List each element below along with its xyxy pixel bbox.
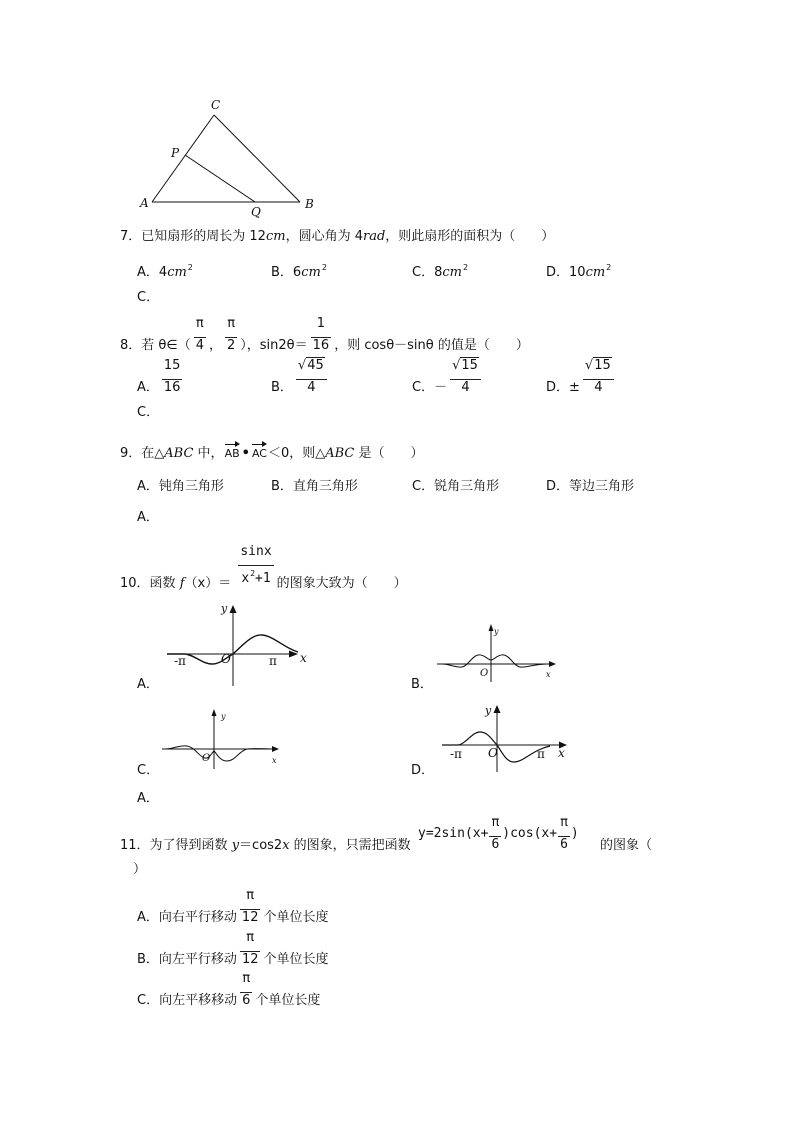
graph-d — [438, 700, 573, 775]
option-label: C． — [412, 265, 435, 280]
variable-y: y — [231, 838, 240, 853]
option-fraction — [450, 357, 481, 396]
triangle-name: ABC — [164, 446, 194, 461]
triangle-name: ABC — [325, 446, 355, 461]
numerator: 15 — [162, 357, 183, 380]
stem-text: ，则此扇形的面积为（ ） — [385, 229, 555, 244]
y-axis-arrow — [489, 624, 494, 631]
q11-stem-tail: 的图象（ — [600, 838, 653, 853]
stem-text: ＜0，则△ — [267, 446, 326, 461]
origin-label: O — [488, 746, 498, 760]
option-value: 4 — [158, 265, 168, 280]
neg-pi-label: -π — [174, 654, 186, 668]
y-axis-arrow — [212, 709, 217, 716]
denominator: 12 — [241, 952, 259, 967]
option-fraction — [162, 357, 183, 396]
stem-text: ， — [208, 338, 222, 353]
option-fraction — [583, 357, 614, 396]
question-number: 9． — [120, 446, 142, 461]
fraction-pi-over-2 — [225, 315, 237, 354]
formula-part: ) — [570, 825, 579, 841]
denominator: 16 — [312, 338, 330, 353]
pi-label: π — [537, 747, 545, 761]
q11-option-b — [137, 929, 329, 968]
numerator: sinx — [238, 543, 273, 566]
q8-option-b — [271, 357, 330, 396]
vector-ac: AC — [251, 447, 267, 460]
option-text: 向左平移移动 — [159, 993, 238, 1008]
denominator: 2 — [227, 338, 236, 353]
question-number: 8． — [120, 338, 142, 353]
option-label: D． — [546, 265, 570, 280]
q9-option-a — [137, 479, 224, 495]
q10-answer: A． — [137, 791, 159, 806]
label-p: P — [171, 146, 180, 160]
function-fraction — [238, 543, 273, 587]
x-label: x — [300, 651, 307, 665]
vector-ab: AB — [224, 447, 240, 460]
y-axis-arrow — [230, 605, 237, 613]
triangle-figure — [135, 95, 325, 225]
segment-pq — [185, 155, 255, 202]
numerator — [450, 357, 481, 380]
question-number: 7． — [120, 229, 142, 244]
fraction-pi-over-6 — [489, 814, 501, 853]
q11-option-a — [137, 887, 328, 926]
x-label: x — [558, 746, 565, 760]
graph-c — [155, 705, 285, 773]
pi-label: π — [269, 654, 277, 668]
q11-stem-close: ） — [133, 862, 147, 877]
option-value: 6 — [292, 265, 302, 280]
unit-rad: rad — [362, 229, 386, 244]
sqrt-sign: √ — [452, 358, 461, 373]
option-label: C． — [412, 479, 435, 494]
option-exponent: 2 — [321, 263, 327, 272]
numerator: π — [240, 970, 252, 993]
paren-open: （ — [184, 576, 198, 591]
function-curve — [442, 655, 548, 667]
graph-d-label: D． — [411, 763, 435, 778]
q9-option-d — [546, 479, 634, 495]
graph-b-label: B． — [411, 677, 433, 692]
option-text: 钝角三角形 — [158, 479, 224, 494]
label-b: B — [305, 197, 314, 211]
numerator: π — [194, 315, 206, 338]
paren-close: ）＝ — [205, 576, 236, 591]
option-label: B． — [271, 380, 293, 395]
q10-stem — [120, 543, 407, 592]
stem-text: 在△ — [141, 446, 165, 461]
q7-option-b — [271, 260, 327, 281]
graph-c-label: C． — [137, 763, 160, 778]
stem-text: 中， — [193, 446, 224, 461]
radicand: 15 — [594, 358, 611, 373]
option-exponent: 2 — [462, 263, 469, 272]
label-a: A — [140, 196, 149, 210]
origin-label: O — [480, 668, 489, 679]
denominator: 16 — [163, 380, 181, 395]
question-number: 11． — [120, 838, 150, 853]
stem-text: 函数 — [149, 576, 180, 591]
fraction-1-over-16 — [311, 315, 332, 354]
q11-stem — [120, 838, 411, 854]
option-text: 锐角三角形 — [434, 479, 500, 494]
numerator: 1 — [311, 315, 332, 338]
side-cb — [214, 115, 300, 202]
numerator: π — [558, 814, 570, 837]
y-label: y — [494, 627, 499, 636]
radicand: 45 — [307, 358, 324, 373]
option-unit: 个单位长度 — [263, 952, 329, 967]
denominator: 4 — [307, 380, 316, 395]
y-label: y — [221, 712, 226, 721]
q11-formula — [418, 814, 579, 853]
numerator: π — [225, 315, 237, 338]
q9-stem — [120, 446, 424, 462]
variable-x: x — [282, 838, 290, 853]
stem-text: ），sin2θ＝ — [240, 338, 308, 353]
option-unit: cm — [585, 265, 606, 280]
option-text: 等边三角形 — [569, 479, 635, 494]
x-label: x — [272, 756, 277, 765]
origin-label: O — [202, 753, 211, 764]
denominator-base: x — [241, 571, 250, 586]
q9-option-c — [412, 479, 499, 495]
option-unit: 个单位长度 — [255, 993, 321, 1008]
question-number: 10． — [120, 576, 150, 591]
stem-text: ，则 cosθ－sinθ 的值是（ ） — [334, 338, 529, 353]
stem-text: 为了得到函数 — [149, 838, 232, 853]
graph-a-label: A． — [137, 677, 159, 692]
denominator: 4 — [461, 380, 470, 395]
option-label: A． — [137, 265, 159, 280]
dot-product-sign: • — [241, 446, 250, 461]
stem-text: 的图象大致为（ ） — [276, 576, 407, 591]
sqrt-sign: √ — [584, 358, 594, 373]
denominator-rest: +1 — [255, 571, 271, 586]
option-value: 8 — [434, 265, 443, 280]
q7-option-a — [137, 260, 193, 281]
y-label: y — [485, 704, 492, 717]
denominator — [238, 566, 273, 587]
option-unit: cm — [442, 265, 462, 280]
sqrt-sign: √ — [297, 358, 307, 373]
option-unit: cm — [167, 265, 187, 280]
option-label: A． — [137, 479, 159, 494]
option-unit: 个单位长度 — [263, 910, 329, 925]
q9-option-b — [271, 479, 358, 495]
label-q: Q — [251, 205, 261, 219]
q7-stem — [120, 229, 554, 245]
q7-option-d — [546, 260, 611, 281]
stem-text: ，圆心角为 4 — [285, 229, 363, 244]
neg-pi-label: -π — [450, 747, 462, 761]
fraction-pi-over-4 — [194, 315, 206, 354]
numerator: π — [489, 814, 501, 837]
graph-b — [430, 620, 560, 685]
stem-text: 是（ ） — [354, 446, 424, 461]
y-axis-arrow — [494, 705, 501, 713]
option-label: B． — [271, 265, 293, 280]
graph-a — [160, 600, 310, 690]
numerator: π — [240, 887, 261, 910]
numerator — [296, 357, 327, 380]
option-text: 向右平行移动 — [158, 910, 237, 925]
radicand: 15 — [461, 358, 478, 373]
q8-answer: C． — [137, 405, 160, 420]
numerator — [583, 357, 614, 380]
option-exponent: 2 — [187, 263, 193, 272]
q8-option-a — [137, 357, 185, 396]
stem-text: ＝cos2 — [239, 838, 283, 853]
option-label: A． — [137, 380, 159, 395]
stem-text: 的图象，只需把函数 — [289, 838, 411, 853]
origin-label: O — [221, 652, 231, 666]
q8-stem — [120, 315, 529, 354]
option-fraction — [240, 970, 252, 1009]
denominator: 6 — [560, 837, 568, 852]
option-label: B． — [271, 479, 293, 494]
stem-text: 已知扇形的周长为 12 — [141, 229, 266, 244]
denominator: 4 — [195, 338, 204, 353]
denominator: 12 — [241, 910, 259, 925]
function-name: f — [179, 576, 185, 591]
unit-cm: cm — [265, 229, 286, 244]
variable-x: x — [197, 576, 206, 591]
fraction-pi-over-6 — [558, 814, 570, 853]
denominator-exponent: 2 — [250, 569, 256, 578]
option-label: A． — [137, 910, 159, 925]
side-ac — [152, 115, 214, 202]
denominator: 6 — [242, 993, 251, 1008]
formula-part: )cos(x+ — [502, 825, 558, 841]
option-label: D． — [546, 479, 570, 494]
option-value: 10 — [569, 265, 586, 280]
label-c: C — [211, 98, 221, 112]
option-label: C． — [137, 993, 160, 1008]
option-exponent: 2 — [606, 263, 612, 272]
denominator: 4 — [594, 380, 603, 395]
x-axis-arrow — [549, 661, 556, 667]
option-label: B． — [137, 952, 159, 967]
stem-text: 若 θ∈（ — [141, 338, 191, 353]
denominator: 6 — [491, 837, 500, 852]
option-fraction — [240, 929, 261, 968]
numerator: π — [240, 929, 261, 952]
q9-answer: A． — [137, 510, 159, 525]
q7-option-c — [412, 260, 468, 281]
y-label: y — [221, 602, 228, 615]
x-label: x — [546, 670, 551, 679]
option-text: 向左平行移动 — [158, 952, 237, 967]
option-unit: cm — [301, 265, 321, 280]
option-text: 直角三角形 — [292, 479, 358, 494]
q8-option-c — [412, 357, 484, 396]
option-fraction — [296, 357, 327, 396]
function-curve — [165, 746, 275, 761]
formula-part: y=2sin(x+ — [418, 825, 489, 841]
q7-answer: C． — [137, 290, 160, 305]
option-label: D．± — [546, 380, 580, 395]
q11-option-c — [137, 970, 320, 1009]
option-fraction — [240, 887, 261, 926]
q8-option-d — [546, 357, 617, 396]
option-label: C．－ — [412, 380, 448, 395]
